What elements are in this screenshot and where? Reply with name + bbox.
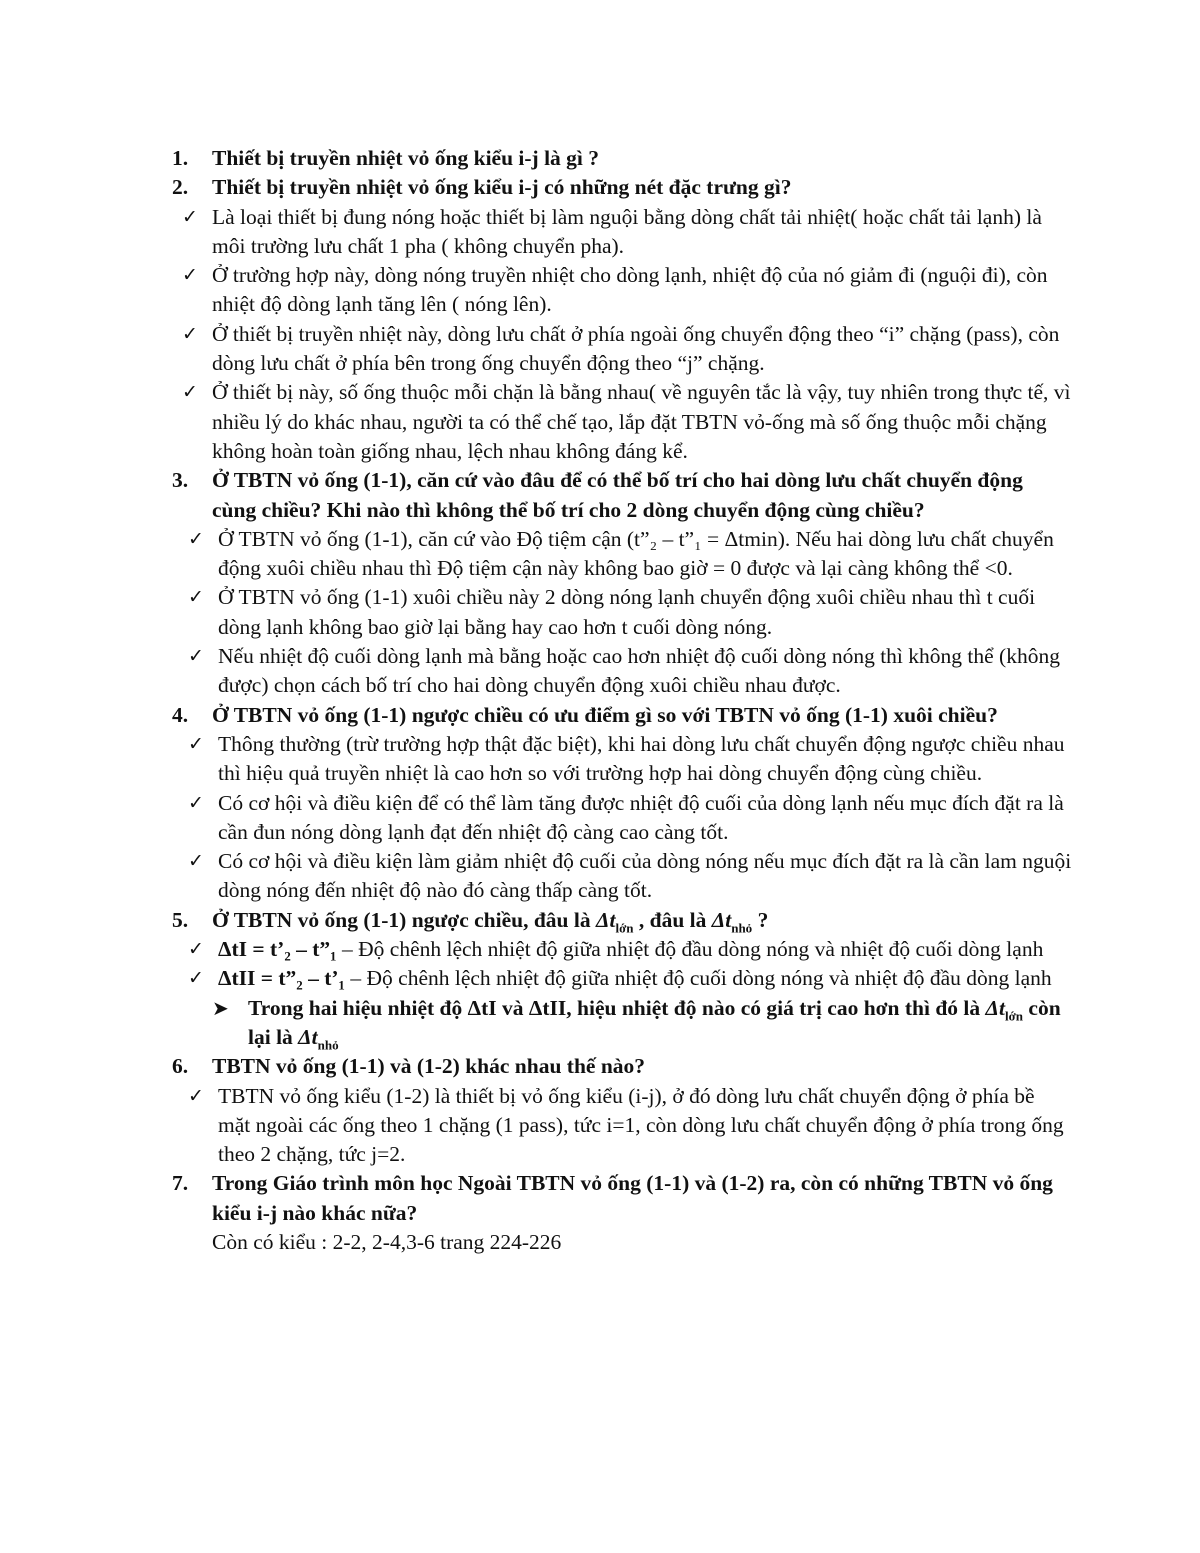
formula-delta-t1: ΔtI = t’₂ – t”₁ [218,937,337,962]
question-text-part: Ở TBTN vỏ ống (1-1) ngược chiều, đâu là [212,907,596,932]
formula-description: – Độ chênh lệch nhiệt độ giữa nhiệt độ đầu dòng nóng và nhiệt độ cuối dòng lạnh [336,937,1044,962]
checkmark-icon: ✓ [182,322,198,345]
question-6 [172,1052,1072,1081]
question-1 [172,144,1072,173]
checkmark-icon: ✓ [188,1084,204,1107]
checkmark-icon: ✓ [188,527,204,550]
question-text: Trong Giáo trình môn học Ngoài TBTN vỏ ống (1-1) và (1-2) ra, còn có những TBTN vỏ ống kiểu i-j nào khác nữa? [212,1171,1053,1225]
arrow-bullet-icon: ➤ [212,995,229,1020]
checkmark-icon: ✓ [188,850,204,873]
question-4 [172,701,1072,730]
answer-item [172,1082,1072,1170]
question-number: 4. [172,702,189,727]
checkmark-icon: ✓ [188,645,204,668]
answer-item [172,964,1072,993]
conclusion-text-part: Trong hai hiệu nhiệt độ ΔtI và ΔtII, hiệu nhiệt độ nào có giá trị cao hơn thì đó là [248,995,986,1020]
checkmark-icon: ✓ [188,586,204,609]
question-2 [172,173,1072,202]
question-text: TBTN vỏ ống (1-1) và (1-2) khác nhau thế nào? [212,1054,646,1079]
document-content [172,144,1072,1257]
answer-item [172,583,1072,642]
answer-item [172,525,1072,584]
question-text-part: , đâu là [633,907,712,932]
answer-text [218,964,1072,993]
answer-item [172,789,1072,848]
checkmark-icon: ✓ [182,205,198,228]
checkmark-icon: ✓ [182,264,198,287]
answer-text: TBTN vỏ ống kiểu (1-2) là thiết bị vỏ ống kiểu (i-j), ở đó dòng lưu chất chuyển động ở phía bề mặt ngoài các ống theo 1 chặng (1 pass), tức i=1, còn dòng lưu chất chuyển động ở phía trong ống theo 2 chặng, tức j=2. [218,1083,1064,1167]
answer-item [172,203,1072,262]
question-number: 7. [172,1171,189,1196]
answer-item [172,320,1072,379]
answer-text: Có cơ hội và điều kiện để có thể làm tăng được nhiệt độ cuối của dòng lạnh nếu mục đích đặt ra là cần đun nóng dòng lạnh đạt đến nhiệt độ càng cao càng tốt. [218,790,1064,844]
formula-delta-t2: ΔtII = t”₂ – t’₁ [218,966,345,991]
answer-text: Thông thường (trừ trường hợp thật đặc biệt), khi hai dòng lưu chất chuyển động ngược chiều nhau thì hiệu quả truyền nhiệt là cao hơn so với trường hợp hai dòng chuyển động cùng chiều. [218,731,1065,786]
answer-text: Là loại thiết bị đung nóng hoặc thiết bị làm nguội bằng dòng chất tải nhiệt( hoặc chất tải lạnh) là môi trường lưu chất 1 pha ( không chuyển pha). [212,204,1042,258]
delta-t-symbol: Δt [711,907,732,932]
question-number: 3. [172,468,189,493]
question-text: Thiết bị truyền nhiệt vỏ ống kiểu i-j có những nét đặc trưng gì? [212,175,792,200]
answer-item [172,730,1072,789]
answer-item [172,378,1072,466]
answer-note: Còn có kiểu : 2-2, 2-4,3-6 trang 224-226 [212,1229,562,1254]
answer-text: Nếu nhiệt độ cuối dòng lạnh mà bằng hoặc cao hơn nhiệt độ cuối dòng nóng thì không thể (không được) chọn cách bố trí cho hai dòng chuyển động xuôi chiều nhau được. [218,644,1060,698]
subscript-lon: lớn [615,920,634,936]
answer-text: Ở thiết bị này, số ống thuộc mỗi chặn là bằng nhau( về nguyên tắc là vậy, tuy nhiên trong thực tế, vì nhiều lý do khác nhau, người ta có thể chế tạo, lắp đặt TBTN vỏ-ống mà số ống thuộc mỗi chặng không hoàn toàn giống nhau, lệch nhau không đáng kể. [212,380,1071,463]
checkmark-icon: ✓ [188,732,204,755]
conclusion-text-part: còn lại là [248,995,1061,1049]
checkmark-icon: ✓ [188,938,204,961]
delta-t-symbol: Δt [596,907,616,932]
answer-item [172,261,1072,320]
question-number: 2. [172,175,189,200]
formula-description: – Độ chênh lệch nhiệt độ giữa nhiệt độ cuối dòng nóng và nhiệt độ đầu dòng lạnh [345,966,1052,991]
answer-item [172,935,1072,964]
question-text: Ở TBTN vỏ ống (1-1), căn cứ vào đâu để có thể bố trí cho hai dòng lưu chất chuyển động cùng chiều? Khi nào thì không thể bố trí cho 2 dòng chuyển động cùng chiều? [212,468,1023,522]
question-3 [172,466,1072,525]
question-number: 6. [172,1054,189,1079]
conclusion-text [248,994,1072,1053]
subscript-lon: lớn [1004,1007,1024,1023]
answer-item [172,847,1072,906]
subscript-nho: nhỏ [317,1037,339,1053]
question-text-part: ? [752,907,769,932]
question-number: 5. [172,907,189,932]
question-text: Thiết bị truyền nhiệt vỏ ống kiểu i-j là gì ? [212,146,600,170]
question-7 [172,1169,1072,1228]
question-5 [172,906,1072,935]
conclusion-item [212,994,1072,1053]
question-number: 1. [172,146,189,170]
question-text [212,906,1072,935]
delta-t-symbol: Δt [298,1024,318,1049]
answer-text: Ở TBTN vỏ ống (1-1), căn cứ vào Độ tiệm cận (t”₂ – t”₁ = Δtmin). Nếu hai dòng lưu chất chuyển động xuôi chiều nhau thì Độ tiệm cận này không bao giờ = 0 được và lại càng không thể <0. [218,526,1054,581]
checkmark-icon: ✓ [188,967,204,990]
answer-text: Có cơ hội và điều kiện làm giảm nhiệt độ cuối của dòng nóng nếu mục đích đặt ra là cần lam nguội dòng nóng đến nhiệt độ nào đó càng thấp càng tốt. [218,849,1072,903]
subscript-nho: nhỏ [731,920,753,936]
answer-text [218,935,1072,964]
delta-t-symbol: Δt [985,995,1005,1020]
answer-text: Ở TBTN vỏ ống (1-1) xuôi chiều này 2 dòng nóng lạnh chuyển động xuôi chiều nhau thì t cuối dòng lạnh không bao giờ lại bằng hay cao hơn t cuối dòng nóng. [218,585,1036,639]
checkmark-icon: ✓ [182,381,198,404]
answer-text: Ở thiết bị truyền nhiệt này, dòng lưu chất ở phía ngoài ống chuyển động theo “i” chặng (pass), còn dòng lưu chất ở phía bên trong ống chuyển động theo “j” chặng. [212,321,1060,376]
checkmark-icon: ✓ [188,791,204,814]
answer-text: Ở trường hợp này, dòng nóng truyền nhiệt cho dòng lạnh, nhiệt độ của nó giảm đi (nguội đi), còn nhiệt độ dòng lạnh tăng lên ( nóng lên). [212,263,1048,317]
question-text: Ở TBTN vỏ ống (1-1) ngược chiều có ưu điểm gì so với TBTN vỏ ống (1-1) xuôi chiều? [212,702,998,727]
answer-item [172,642,1072,701]
